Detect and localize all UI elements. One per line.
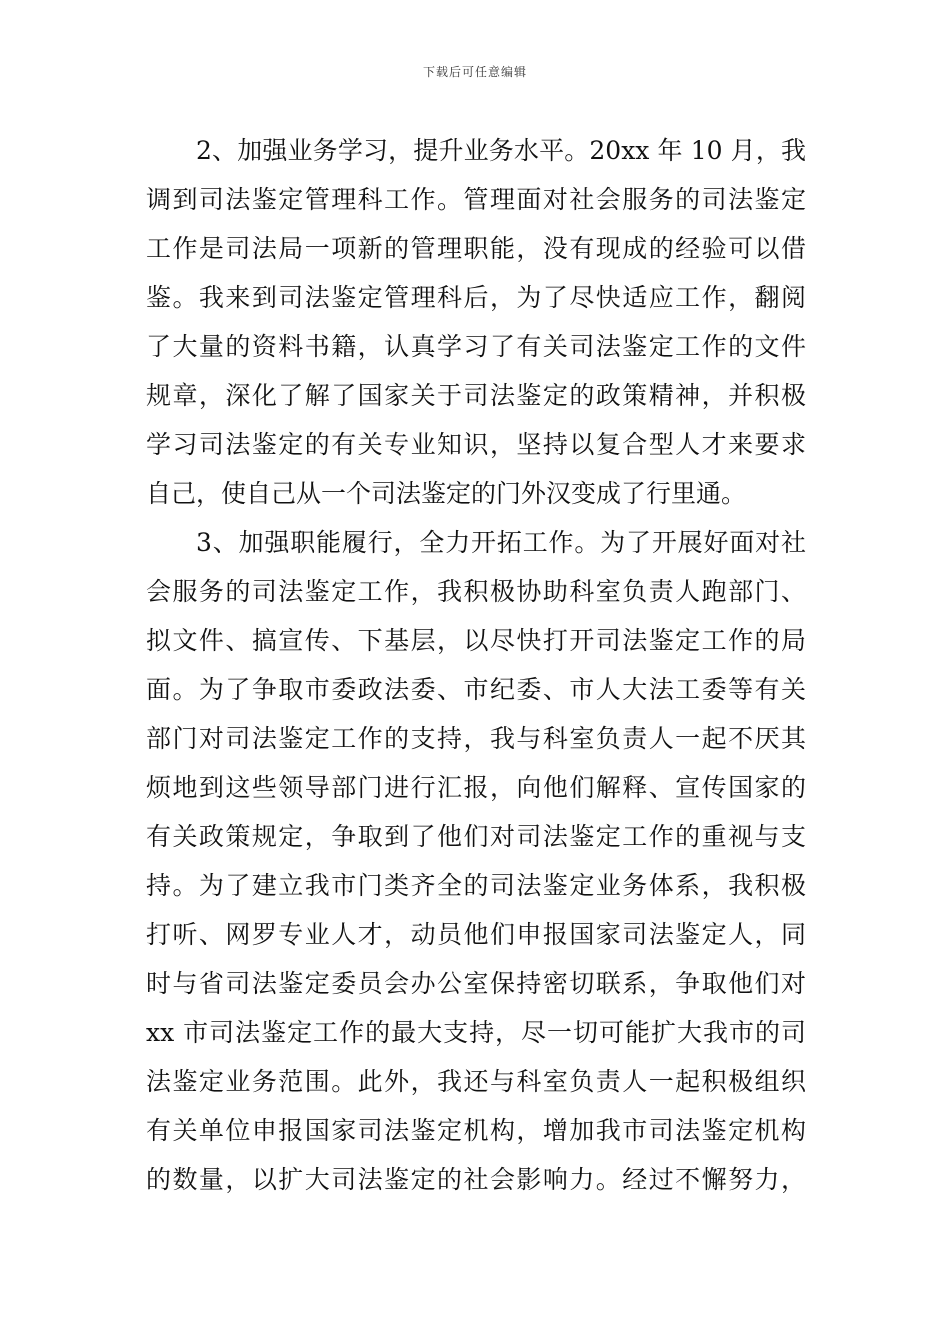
text-line: 有关政策规定，争取到了他们对司法鉴定工作的重视与支	[146, 822, 806, 851]
text-line: 3、加强职能履行，全力开拓工作。为了开展好面对社	[196, 528, 806, 557]
text-line: 2、加强业务学习，提升业务水平。20xx 年 10 月，我	[196, 136, 806, 165]
header-note: 下载后可任意编辑	[422, 65, 527, 79]
text-line: 鉴。我来到司法鉴定管理科后，为了尽快适应工作，翻阅	[146, 283, 806, 312]
text-line: 持。为了建立我市门类齐全的司法鉴定业务体系，我积极	[146, 871, 806, 900]
text-line: 部门对司法鉴定工作的支持，我与科室负责人一起不厌其	[146, 724, 806, 753]
text-line: 法鉴定业务范围。此外，我还与科室负责人一起积极组织	[146, 1067, 806, 1096]
text-line: 烦地到这些领导部门进行汇报，向他们解释、宣传国家的	[146, 773, 806, 802]
text-line: xx 市司法鉴定工作的最大支持，尽一切可能扩大我市的司	[146, 1018, 806, 1047]
text-line: 学习司法鉴定的有关专业知识，坚持以复合型人才来要求	[146, 430, 806, 459]
text-line: 调到司法鉴定管理科工作。管理面对社会服务的司法鉴定	[146, 185, 806, 214]
text-line: 工作是司法局一项新的管理职能，没有现成的经验可以借	[146, 234, 806, 263]
text-line: 拟文件、搞宣传、下基层，以尽快打开司法鉴定工作的局	[146, 626, 806, 655]
text-line: 面。为了争取市委政法委、市纪委、市人大法工委等有关	[146, 675, 806, 704]
text-line: 时与省司法鉴定委员会办公室保持密切联系，争取他们对	[146, 969, 806, 998]
text-line: 自己，使自己从一个司法鉴定的门外汉变成了行里通。	[146, 479, 747, 508]
text-line: 打听、网罗专业人才，动员他们申报国家司法鉴定人，同	[146, 920, 806, 949]
text-line: 的数量，以扩大司法鉴定的社会影响力。经过不懈努力，	[146, 1165, 806, 1194]
document-body	[146, 126, 806, 1204]
text-line: 规章，深化了解了国家关于司法鉴定的政策精神，并积极	[146, 381, 806, 410]
text-line: 有关单位申报国家司法鉴定机构，增加我市司法鉴定机构	[146, 1116, 806, 1145]
text-line: 会服务的司法鉴定工作，我积极协助科室负责人跑部门、	[146, 577, 806, 606]
text-line: 了大量的资料书籍，认真学习了有关司法鉴定工作的文件	[146, 332, 806, 361]
